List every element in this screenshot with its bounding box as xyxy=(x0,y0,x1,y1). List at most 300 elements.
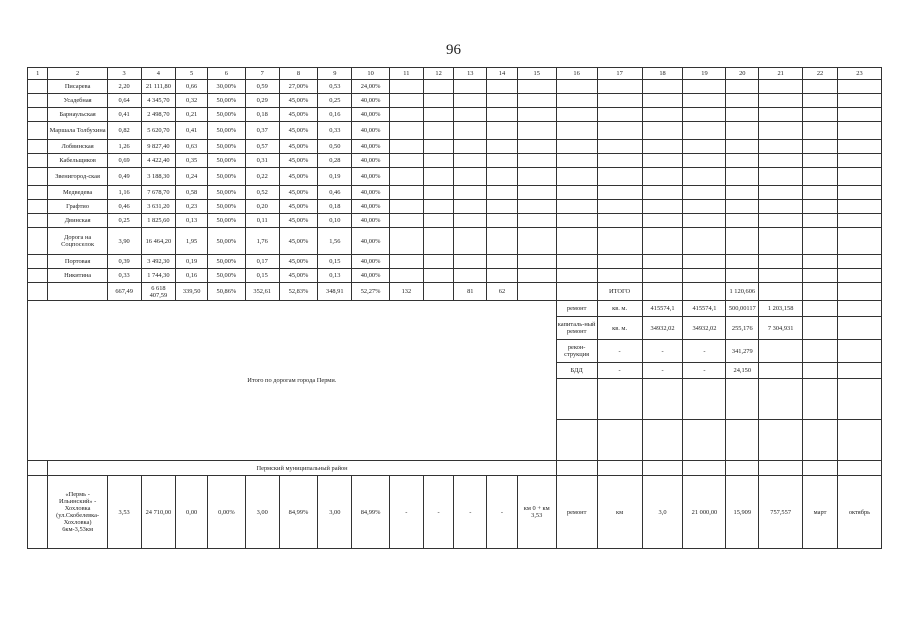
column-header: 22 xyxy=(803,68,838,80)
table-cell xyxy=(837,340,881,363)
table-cell xyxy=(454,255,487,269)
table-cell: 0,11 xyxy=(245,214,279,228)
table-cell xyxy=(423,186,454,200)
table-cell xyxy=(390,122,424,140)
table-cell xyxy=(517,140,556,154)
table-cell xyxy=(837,283,881,301)
table-cell xyxy=(642,283,683,301)
column-header: 16 xyxy=(556,68,597,80)
column-header: 14 xyxy=(487,68,518,80)
table-cell xyxy=(759,214,803,228)
table-cell: 7 304,931 xyxy=(759,317,803,340)
table-cell xyxy=(556,168,597,186)
table-cell: 45,00% xyxy=(279,228,318,255)
table-cell: 24,00% xyxy=(352,80,390,94)
table-cell: 3,90 xyxy=(107,228,141,255)
table-cell: 52,27% xyxy=(352,283,390,301)
table-cell: 0,21 xyxy=(176,108,208,122)
table-cell xyxy=(759,461,803,476)
table-cell: 1,76 xyxy=(245,228,279,255)
column-header: 19 xyxy=(683,68,726,80)
table-cell: - xyxy=(454,476,487,549)
table-cell: 3,00 xyxy=(318,476,352,549)
column-header: 12 xyxy=(423,68,454,80)
table-cell xyxy=(642,168,683,186)
table-cell xyxy=(597,200,642,214)
table-cell xyxy=(642,94,683,108)
table-cell xyxy=(759,80,803,94)
table-cell: 0,25 xyxy=(318,94,352,108)
table-cell xyxy=(390,255,424,269)
table-cell: 1 744,30 xyxy=(141,269,176,283)
table-cell xyxy=(517,283,556,301)
table-row xyxy=(28,94,882,108)
table-cell: 45,00% xyxy=(279,269,318,283)
table-cell: 757,557 xyxy=(759,476,803,549)
table-cell xyxy=(726,200,759,214)
table-cell: 0,28 xyxy=(318,154,352,168)
table-cell: 0,41 xyxy=(107,108,141,122)
table-cell xyxy=(454,168,487,186)
table-cell: 45,00% xyxy=(279,94,318,108)
table-cell: - xyxy=(487,476,518,549)
table-cell xyxy=(726,154,759,168)
road-name-cell: Маршала Толбухина xyxy=(48,122,107,140)
table-cell: 0,00 xyxy=(176,476,208,549)
table-cell: 6 618 407,59 xyxy=(141,283,176,301)
table-cell xyxy=(642,461,683,476)
table-cell: 0,13 xyxy=(176,214,208,228)
table-cell: 7 678,70 xyxy=(141,186,176,200)
table-cell: 0,18 xyxy=(245,108,279,122)
table-cell xyxy=(759,122,803,140)
work-type-cell: рекон-струкция xyxy=(556,340,597,363)
table-cell xyxy=(390,108,424,122)
table-cell: 0,16 xyxy=(176,269,208,283)
table-cell: 1 120,606 xyxy=(726,283,759,301)
table-cell xyxy=(487,186,518,200)
table-cell xyxy=(597,461,642,476)
table-cell xyxy=(642,269,683,283)
table-cell xyxy=(726,269,759,283)
table-cell: 50,00% xyxy=(207,269,245,283)
table-cell: 0,82 xyxy=(107,122,141,140)
table-cell xyxy=(556,94,597,108)
table-cell: 15,909 xyxy=(726,476,759,549)
table-cell xyxy=(556,154,597,168)
table-cell: 3 631,20 xyxy=(141,200,176,214)
table-cell: 1 825,60 xyxy=(141,214,176,228)
table-cell: 50,00% xyxy=(207,186,245,200)
table-cell: 45,00% xyxy=(279,140,318,154)
table-cell: 50,00% xyxy=(207,168,245,186)
table-cell: 0,16 xyxy=(318,108,352,122)
road-name-cell: Портовая xyxy=(48,255,107,269)
table-cell xyxy=(683,200,726,214)
table-cell: 9 827,40 xyxy=(141,140,176,154)
table-cell: 1,16 xyxy=(107,186,141,200)
table-cell: 0,19 xyxy=(318,168,352,186)
table-cell: 24 710,00 xyxy=(141,476,176,549)
table-cell xyxy=(423,108,454,122)
table-cell: 50,00% xyxy=(207,122,245,140)
row-index-cell xyxy=(28,154,48,168)
table-cell xyxy=(597,94,642,108)
table-cell: 341,279 xyxy=(726,340,759,363)
table-cell xyxy=(837,122,881,140)
table-cell xyxy=(726,140,759,154)
column-header: 23 xyxy=(837,68,881,80)
table-cell xyxy=(803,214,838,228)
road-name-cell: Медведева xyxy=(48,186,107,200)
table-cell xyxy=(759,228,803,255)
table-cell xyxy=(556,228,597,255)
table-cell xyxy=(803,283,838,301)
table-cell xyxy=(837,269,881,283)
table-cell xyxy=(556,420,597,461)
table-cell xyxy=(454,200,487,214)
table-cell: - xyxy=(597,363,642,379)
table-cell: 45,00% xyxy=(279,108,318,122)
row-index-cell xyxy=(28,200,48,214)
table-cell xyxy=(837,168,881,186)
table-cell: 1,56 xyxy=(318,228,352,255)
table-cell xyxy=(837,214,881,228)
table-cell: 50,00% xyxy=(207,200,245,214)
table-cell xyxy=(454,228,487,255)
row-index-cell xyxy=(28,255,48,269)
table-cell xyxy=(390,168,424,186)
row-index-cell xyxy=(28,140,48,154)
table-cell: 2 498,70 xyxy=(141,108,176,122)
table-cell xyxy=(642,154,683,168)
table-cell: 500,00117 xyxy=(726,301,759,317)
table-cell: 0,59 xyxy=(245,80,279,94)
table-cell: - xyxy=(642,363,683,379)
column-header: 4 xyxy=(141,68,176,80)
table-cell: 339,50 xyxy=(176,283,208,301)
table-cell xyxy=(487,200,518,214)
table-cell xyxy=(726,94,759,108)
table-cell xyxy=(487,255,518,269)
table-cell xyxy=(759,420,803,461)
table-cell: - xyxy=(390,476,424,549)
table-cell: 40,00% xyxy=(352,94,390,108)
table-cell: 52,83% xyxy=(279,283,318,301)
table-cell xyxy=(642,108,683,122)
row-index-cell xyxy=(28,228,48,255)
table-cell xyxy=(726,214,759,228)
table-cell xyxy=(556,186,597,200)
table-row xyxy=(28,80,882,94)
table-cell xyxy=(759,140,803,154)
table-cell xyxy=(517,94,556,108)
road-name-cell: Графтио xyxy=(48,200,107,214)
table-cell xyxy=(642,255,683,269)
table-cell xyxy=(803,168,838,186)
table-cell xyxy=(803,200,838,214)
table-cell: 255,176 xyxy=(726,317,759,340)
table-row xyxy=(28,122,882,140)
work-type-cell: ремонт xyxy=(556,301,597,317)
table-cell xyxy=(556,269,597,283)
table-row xyxy=(28,168,882,186)
table-cell: 0,37 xyxy=(245,122,279,140)
table-cell xyxy=(683,168,726,186)
table-cell xyxy=(837,255,881,269)
table-cell xyxy=(556,214,597,228)
table-cell xyxy=(683,379,726,420)
table-cell: 0,57 xyxy=(245,140,279,154)
table-cell xyxy=(556,80,597,94)
table-cell xyxy=(423,255,454,269)
table-cell xyxy=(803,420,838,461)
table-cell: 0,18 xyxy=(318,200,352,214)
table-cell xyxy=(837,140,881,154)
table-cell: 0,35 xyxy=(176,154,208,168)
table-cell xyxy=(487,228,518,255)
column-header: 6 xyxy=(207,68,245,80)
table-cell xyxy=(423,214,454,228)
table-cell xyxy=(517,269,556,283)
table-cell xyxy=(454,214,487,228)
table-cell: 45,00% xyxy=(279,186,318,200)
header-row xyxy=(28,68,882,80)
table-cell xyxy=(423,228,454,255)
table-cell: 0,58 xyxy=(176,186,208,200)
table-row xyxy=(28,214,882,228)
table-cell: 0,31 xyxy=(245,154,279,168)
table-cell xyxy=(597,186,642,200)
table-cell xyxy=(556,461,597,476)
table-cell xyxy=(803,94,838,108)
table-cell xyxy=(759,363,803,379)
table-cell xyxy=(803,228,838,255)
table-cell xyxy=(390,80,424,94)
table-cell xyxy=(487,168,518,186)
table-cell xyxy=(597,420,642,461)
table-cell xyxy=(803,461,838,476)
table-cell xyxy=(726,108,759,122)
table-cell: 1 203,158 xyxy=(759,301,803,317)
table-cell xyxy=(726,122,759,140)
table-cell: 40,00% xyxy=(352,154,390,168)
table-cell xyxy=(423,140,454,154)
road-name-cell: Кабельщиков xyxy=(48,154,107,168)
table-cell xyxy=(28,283,48,301)
table-cell: 0,13 xyxy=(318,269,352,283)
table-cell xyxy=(597,228,642,255)
table-cell: 3,53 xyxy=(107,476,141,549)
table-cell: 34932,02 xyxy=(642,317,683,340)
table-cell: 0,53 xyxy=(318,80,352,94)
table-cell xyxy=(423,283,454,301)
table-cell: 0,52 xyxy=(245,186,279,200)
table-cell: км xyxy=(597,476,642,549)
table-cell xyxy=(683,108,726,122)
road-works-table xyxy=(27,67,882,549)
table-cell xyxy=(454,154,487,168)
column-header: 11 xyxy=(390,68,424,80)
table-cell xyxy=(726,168,759,186)
table-cell xyxy=(803,255,838,269)
table-cell xyxy=(597,108,642,122)
region-title: Пермский муниципальный район xyxy=(48,461,556,476)
table-cell: 3,00 xyxy=(245,476,279,549)
table-cell: 40,00% xyxy=(352,228,390,255)
table-cell: 0,39 xyxy=(107,255,141,269)
table-row xyxy=(28,154,882,168)
table-cell xyxy=(556,108,597,122)
table-cell xyxy=(423,122,454,140)
table-cell xyxy=(803,140,838,154)
column-header: 21 xyxy=(759,68,803,80)
table-cell: 0,15 xyxy=(318,255,352,269)
table-cell xyxy=(726,80,759,94)
table-cell: 0,64 xyxy=(107,94,141,108)
road-name-cell: Писарева xyxy=(48,80,107,94)
table-cell xyxy=(642,379,683,420)
table-cell xyxy=(759,269,803,283)
table-cell: 62 xyxy=(487,283,518,301)
table-cell xyxy=(642,214,683,228)
table-cell: 0,23 xyxy=(176,200,208,214)
table-cell xyxy=(759,379,803,420)
table-cell xyxy=(837,186,881,200)
work-type-cell: БДД xyxy=(556,363,597,379)
table-cell xyxy=(487,214,518,228)
table-cell xyxy=(454,94,487,108)
table-cell xyxy=(759,168,803,186)
road-name-cell: Никитина xyxy=(48,269,107,283)
table-cell: 352,61 xyxy=(245,283,279,301)
table-cell xyxy=(759,154,803,168)
table-cell: 40,00% xyxy=(352,269,390,283)
table-cell: 40,00% xyxy=(352,140,390,154)
row-index-cell xyxy=(28,108,48,122)
table-cell xyxy=(759,186,803,200)
table-cell: 0,22 xyxy=(245,168,279,186)
table-cell: - xyxy=(642,340,683,363)
row-index-cell xyxy=(28,214,48,228)
table-cell: кв. м. xyxy=(597,301,642,317)
table-cell: 34932,02 xyxy=(683,317,726,340)
table-cell: 132 xyxy=(390,283,424,301)
table-cell: 0,33 xyxy=(107,269,141,283)
table-cell: 0,20 xyxy=(245,200,279,214)
table-cell: 4 345,70 xyxy=(141,94,176,108)
table-cell: - xyxy=(683,363,726,379)
region-row xyxy=(28,461,882,476)
table-cell xyxy=(487,154,518,168)
table-cell xyxy=(837,317,881,340)
table-cell xyxy=(423,94,454,108)
table-cell xyxy=(454,108,487,122)
table-cell: 3 492,30 xyxy=(141,255,176,269)
table-cell xyxy=(837,420,881,461)
table-cell xyxy=(837,461,881,476)
table-cell xyxy=(556,283,597,301)
table-cell xyxy=(423,154,454,168)
table-cell: 50,00% xyxy=(207,214,245,228)
table-cell xyxy=(803,301,838,317)
table-cell: 45,00% xyxy=(279,200,318,214)
table-cell xyxy=(726,255,759,269)
table-cell xyxy=(837,80,881,94)
table-cell: 0,25 xyxy=(107,214,141,228)
road-name-cell: Дорога на Соцпоселок xyxy=(48,228,107,255)
table-cell xyxy=(487,140,518,154)
table-cell xyxy=(556,379,597,420)
table-cell xyxy=(556,122,597,140)
table-cell xyxy=(454,269,487,283)
table-cell: 415574,1 xyxy=(683,301,726,317)
table-cell xyxy=(556,255,597,269)
table-row xyxy=(28,255,882,269)
table-cell xyxy=(28,476,48,549)
table-cell xyxy=(423,269,454,283)
table-cell xyxy=(597,379,642,420)
row-index-cell xyxy=(28,269,48,283)
table-cell xyxy=(837,228,881,255)
table-cell: 0,29 xyxy=(245,94,279,108)
table-cell xyxy=(683,228,726,255)
table-cell xyxy=(556,140,597,154)
table-cell xyxy=(803,186,838,200)
road-name-cell: Звенигород-ская xyxy=(48,168,107,186)
table-cell: 0,19 xyxy=(176,255,208,269)
table-cell xyxy=(517,228,556,255)
table-cell xyxy=(683,80,726,94)
table-cell xyxy=(423,80,454,94)
road-name-cell: Барнаульская xyxy=(48,108,107,122)
table-cell xyxy=(487,108,518,122)
road-name-cell: «Пермь - Ильинский» - Хохловка (ул.Скобелевка-Хохловка) 6км-3,53км xyxy=(48,476,107,549)
table-cell: 3,0 xyxy=(642,476,683,549)
table-cell: 415574,1 xyxy=(642,301,683,317)
table-cell xyxy=(642,140,683,154)
table-cell xyxy=(642,228,683,255)
table-cell xyxy=(597,80,642,94)
table-cell xyxy=(597,140,642,154)
table-cell: 0,24 xyxy=(176,168,208,186)
page-number: 96 xyxy=(446,42,461,58)
table-cell: 40,00% xyxy=(352,255,390,269)
column-header: 18 xyxy=(642,68,683,80)
table-cell: 45,00% xyxy=(279,122,318,140)
table-cell xyxy=(48,283,107,301)
column-header: 10 xyxy=(352,68,390,80)
table-cell xyxy=(390,228,424,255)
table-cell: 2,20 xyxy=(107,80,141,94)
table-cell xyxy=(517,168,556,186)
table-cell: 40,00% xyxy=(352,200,390,214)
table-cell xyxy=(726,228,759,255)
table-cell: 16 464,20 xyxy=(141,228,176,255)
table-cell: 27,00% xyxy=(279,80,318,94)
table-cell xyxy=(390,269,424,283)
table-cell xyxy=(726,186,759,200)
table-cell xyxy=(556,200,597,214)
table-cell: 40,00% xyxy=(352,168,390,186)
table-cell: 40,00% xyxy=(352,108,390,122)
table-cell: 50,00% xyxy=(207,154,245,168)
table-cell xyxy=(642,186,683,200)
table-cell xyxy=(759,283,803,301)
table-cell: 1,95 xyxy=(176,228,208,255)
table-cell xyxy=(517,154,556,168)
column-header: 2 xyxy=(48,68,107,80)
